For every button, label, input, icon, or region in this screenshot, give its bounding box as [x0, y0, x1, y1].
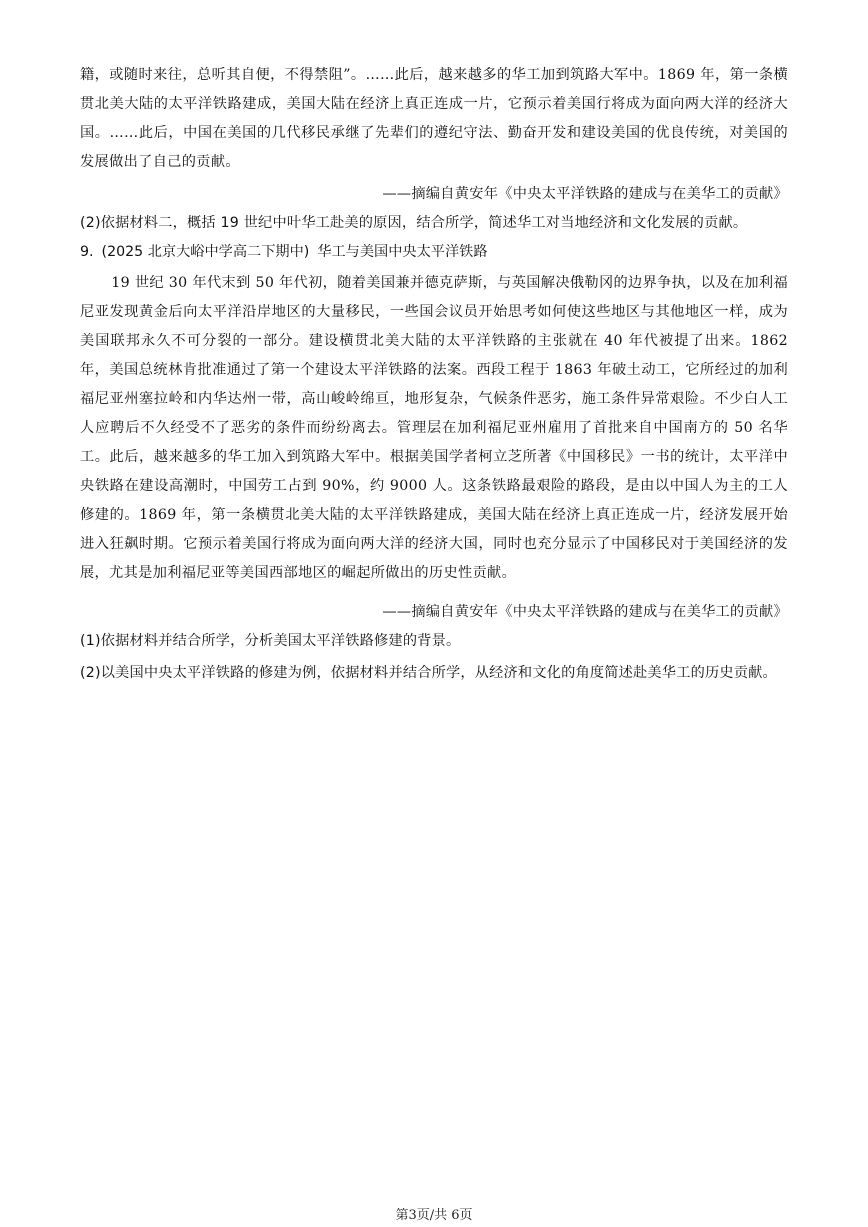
question-2-prompt: (2)依据材料二，概括 19 世纪中叶华工赴美的原因，结合所学，简述华工对当地经济和文化发展的贡献。: [80, 215, 748, 231]
item-9-title: 华工与美国中央太平洋铁路: [317, 244, 488, 260]
material-two-paragraph: 籍，或随时来往，总听其自便，不得禁阻”。……此后，越来越多的华工加到筑路大军中。1869 年，第一条横贯北美大陆的太平洋铁路建成，美国大陆在经济上真正连成一片，它预示着美国行将成为面向两大洋的经济大国。……此后，中国在美国的几代移民承继了先辈们的遵纪守法、勤奋开发和建设美国的优良传统，对美国的发展做出了自己的贡献。: [80, 67, 788, 170]
page-number: 第3页/共 6页: [395, 1208, 473, 1223]
item-9-material: [80, 269, 788, 588]
material-two-continuation: [80, 61, 788, 177]
item-9-question-2: (2)以美国中央太平洋铁路的修建为例，依据材料并结合所学，从经济和文化的角度简述赴美华工的历史贡献。: [80, 665, 777, 681]
item-9-material-paragraph: 19 世纪 30 年代末到 50 年代初，随着美国兼并德克萨斯，与英国解决俄勒冈的边界争执，以及在加利福尼亚发现黄金后向太平洋沿岸地区的大量移民，一些国会议员开始思考如何使这些地区与其他地区一样，成为美国联邦永久不可分裂的一部分。建设横贯北美大陆的太平洋铁路的主张就在 40 年代被提了出来。1862 年，美国总统林肯批准通过了第一个建设太平洋铁路的法案。西段工程于 1863 年破土动工，它所经过的加利福尼亚州塞拉岭和内华达州一带，高山峻岭绵亘，地形复杂，气候条件恶劣，施工条件异常艰险。不少白人工人应聘后不久经受不了恶劣的条件而纷纷离去。管理层在加利福尼亚州雇用了首批来自中国南方的 50 名华工。此后，越来越多的华工加入到筑路大军中。根据美国学者柯立芝所著《中国移民》一书的统计，太平洋中央铁路在建设高潮时，中国劳工占到 90%，约 9000 人。这条铁路最艰险的路段，是由以中国人为主的工人修建的。1869 年，第一条横贯北美大陆的太平洋铁路建成，美国大陆在经济上真正连成一片，经济发展开始进入狂飙时期。它预示着美国行将成为面向两大洋的经济大国，同时也充分显示了中国移民对于美国经济的发展，尤其是加利福尼亚等美国西部地区的崛起所做出的历史性贡献。: [80, 275, 788, 581]
material-two-source: ——摘编自黄安年《中央太平洋铁路的建成与在美华工的贡献》: [382, 186, 788, 202]
item-9-number: 9.: [80, 244, 94, 260]
item-9-heading: [80, 238, 788, 267]
item-9-question-1: (1)依据材料并结合所学，分析美国太平洋铁路修建的背景。: [80, 633, 461, 649]
item-9-source-tag: (2025 北京大峪中学高二下期中): [101, 244, 310, 260]
item-9-material-source: ——摘编自黄安年《中央太平洋铁路的建成与在美华工的贡献》: [382, 604, 788, 620]
